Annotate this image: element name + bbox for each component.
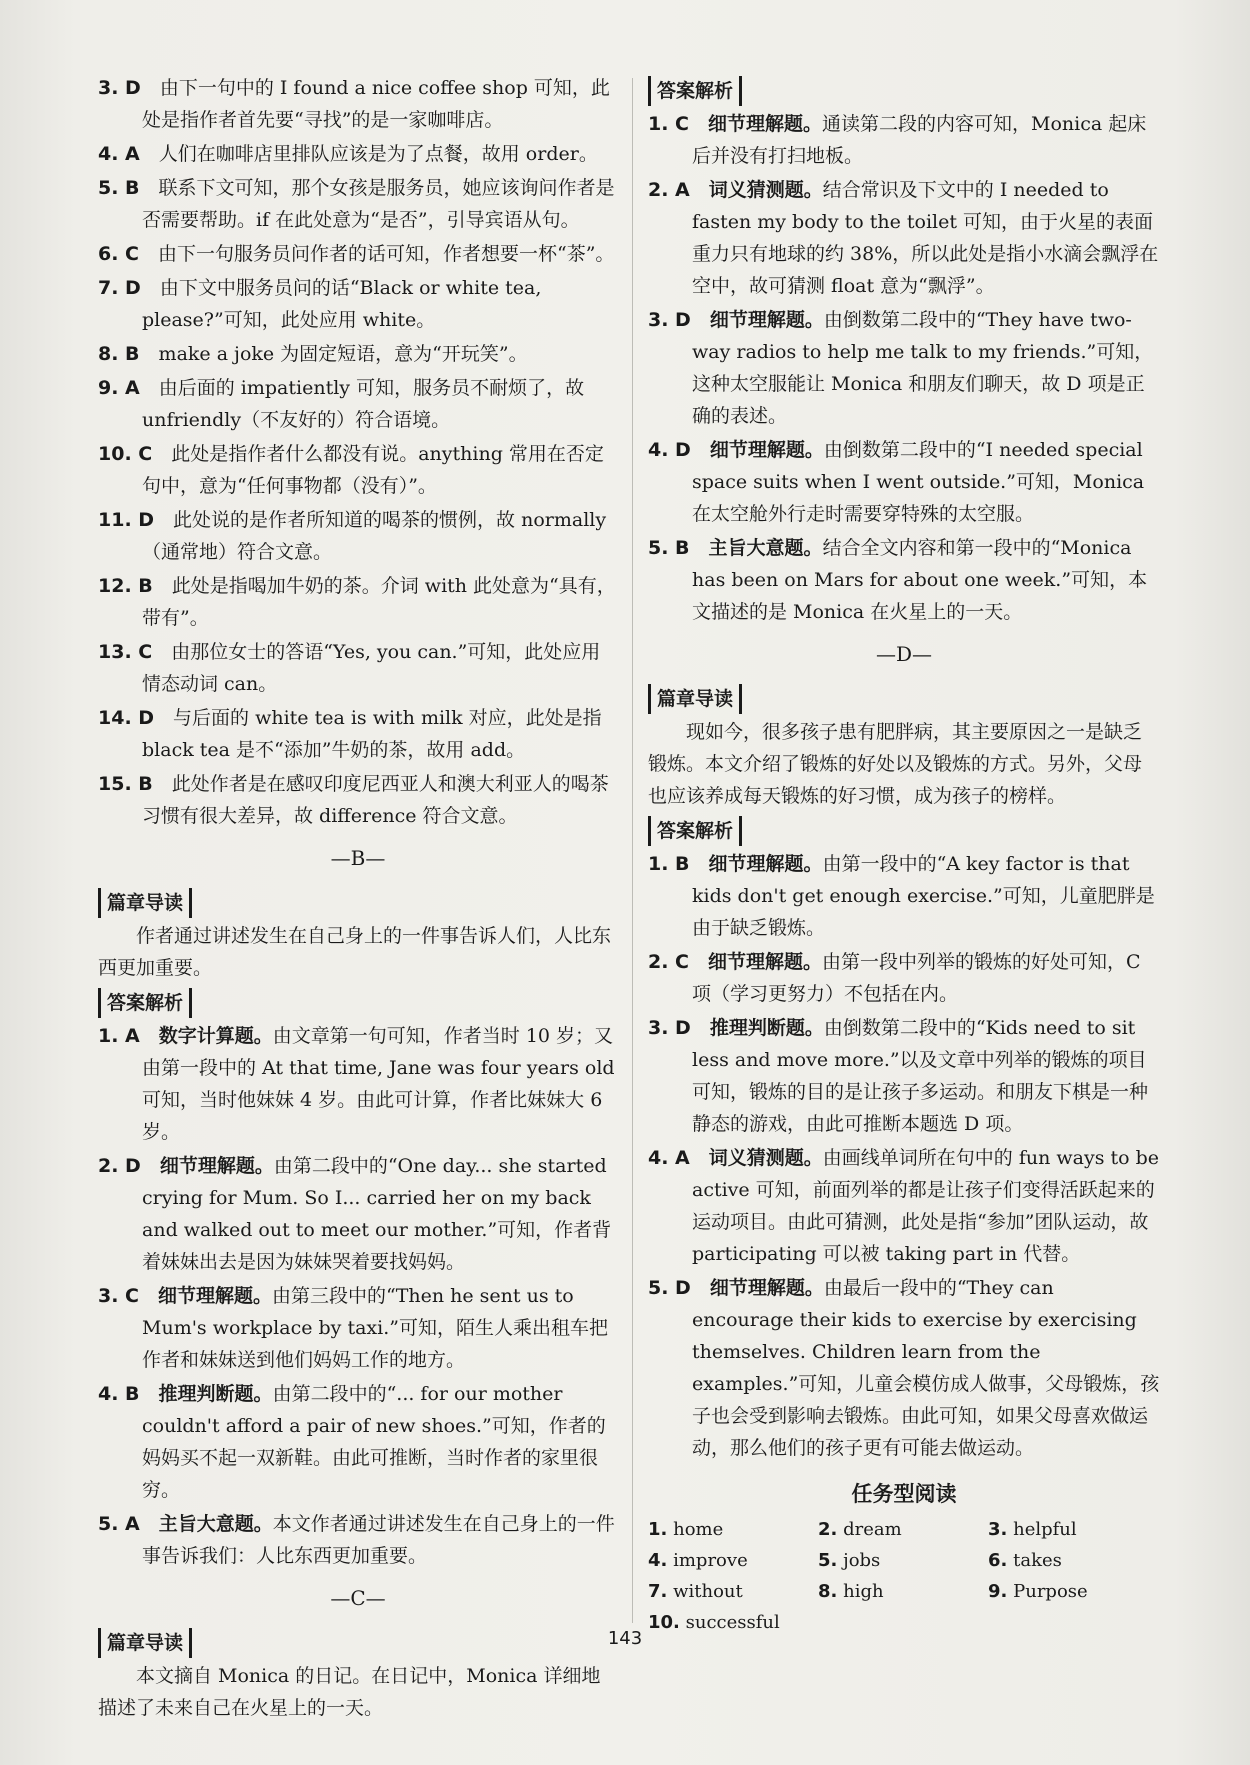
task-answer (648, 1545, 818, 1576)
answer-explanation: 由下一句服务员问作者的话可知，作者想要一杯“茶”。 (158, 243, 615, 265)
question-type: 数字计算题。 (158, 1025, 273, 1047)
answer-explanation: 由最后一段中的“They can encourage their kids to exercise by exercising themselves. Children learn from the examples.”可知，儿童会模仿成人做事，父母锻炼，孩子也会受到影响去锻炼。由此可知，如果父母喜欢做运动，那么他们的孩子更有可能去做运动。 (692, 1277, 1160, 1459)
guide-label-c: 篇章导读 (98, 1628, 192, 1658)
question-type: 细节理解题。 (709, 439, 824, 461)
answer-number: 3. D (648, 1017, 691, 1039)
section-d-heading: —D— (875, 642, 933, 666)
answer-explanation: 由下一句中的 I found a nice coffee shop 可知，此处是指作者首先要“寻找”的是一家咖啡店。 (142, 77, 610, 131)
task-answer-number: 9. (988, 1581, 1008, 1602)
question-type: 细节理解题。 (709, 309, 824, 331)
answer-explanation: 由那位女士的答语“Yes, you can.”可知，此处应用情态动词 can。 (142, 641, 601, 695)
answer-item (648, 848, 1160, 944)
section-c-heading: —C— (330, 1586, 386, 1610)
task-answer-word: improve (673, 1550, 748, 1571)
task-answer-word: takes (1013, 1550, 1062, 1571)
answer-list-a (98, 72, 618, 832)
answer-explanation: make a joke 为固定短语，意为“开玩笑”。 (158, 343, 528, 365)
task-answer-grid (648, 1514, 1160, 1638)
answer-explanation: 结合全文内容和第一段中的“Monica has been on Mars for about one week.”可知，本文描述的是 Monica 在火星上的一天。 (692, 537, 1148, 623)
answer-item (98, 272, 618, 336)
answer-item (648, 1272, 1160, 1464)
task-answer-number: 10. (648, 1612, 680, 1633)
task-answer (818, 1545, 988, 1576)
question-type: 细节理解题。 (708, 951, 823, 973)
answer-explanation: 此处说的是作者所知道的喝茶的惯例，故 normally（通常地）符合文意。 (142, 509, 607, 563)
answer-number: 5. A (98, 1513, 140, 1535)
task-answer-number: 6. (988, 1550, 1008, 1571)
answer-item (98, 702, 618, 766)
page-number: 143 (607, 1628, 643, 1649)
answer-explanation: 由第一段中的“A key factor is that kids don't get enough exercise.”可知，儿童肥胖是由于缺乏锻炼。 (692, 853, 1155, 939)
answer-number: 11. D (98, 509, 155, 531)
answer-item (648, 108, 1160, 172)
answer-item (648, 1012, 1160, 1140)
question-type: 推理判断题。 (158, 1383, 273, 1405)
task-answer-word: dream (843, 1519, 902, 1540)
task-answer-number: 5. (818, 1550, 838, 1571)
answer-number: 2. D (98, 1155, 141, 1177)
answer-explanation: 本文作者通过讲述发生在自己身上的一件事告诉我们：人比东西更加重要。 (142, 1513, 615, 1567)
task-answer-word: helpful (1013, 1519, 1077, 1540)
question-type: 细节理解题。 (709, 1277, 824, 1299)
answer-item (98, 1020, 618, 1148)
task-answer-word: high (843, 1581, 884, 1602)
answer-number: 3. D (98, 77, 141, 99)
answer-label-b: 答案解析 (98, 988, 192, 1018)
answer-item (98, 438, 618, 502)
answer-number: 3. D (648, 309, 691, 331)
answer-number: 3. C (98, 1285, 139, 1307)
answer-label-c: 答案解析 (648, 76, 742, 106)
column-divider (632, 78, 633, 1623)
left-column (98, 72, 618, 1724)
task-answer-word: successful (685, 1612, 780, 1633)
answer-explanation: 由下文中服务员问的话“Black or white tea, please?”可知，此处应用 white。 (142, 277, 542, 331)
answer-number: 2. A (648, 179, 690, 201)
task-answer-number: 7. (648, 1581, 668, 1602)
question-type: 细节理解题。 (158, 1285, 273, 1307)
answer-label-d: 答案解析 (648, 816, 742, 846)
answer-item (648, 174, 1160, 302)
answer-item (98, 504, 618, 568)
answer-list-d (648, 848, 1160, 1464)
answer-number: 6. C (98, 243, 139, 265)
answer-list-b (98, 1020, 618, 1572)
task-answer-number: 4. (648, 1550, 668, 1571)
answer-explanation: 由第二段中的“... for our mother couldn't afford a pair of new shoes.”可知，作者的妈妈买不起一双新鞋。由此可推断，当时作者的家里很穷。 (142, 1383, 606, 1501)
task-answer (988, 1576, 1158, 1607)
task-answer-word: without (673, 1581, 743, 1602)
answer-item (648, 304, 1160, 432)
guide-text-b: 作者通过讲述发生在自己身上的一件事告诉人们，人比东西更加重要。 (98, 925, 612, 979)
answer-item (98, 768, 618, 832)
answer-number: 1. B (648, 853, 690, 875)
answer-item (98, 172, 618, 236)
answer-item (98, 636, 618, 700)
answer-number: 9. A (98, 377, 140, 399)
answer-explanation: 结合常识及下文中的 I needed to fasten my body to the toilet 可知，由于火星的表面重力只有地球的约 38%，所以此处是指小水滴会飘浮在空中，故可猜测 float 意为“飘浮”。 (692, 179, 1159, 297)
question-type: 主旨大意题。 (158, 1513, 273, 1535)
answer-item (648, 946, 1160, 1010)
answer-explanation: 人们在咖啡店里排队应该是为了点餐，故用 order。 (158, 143, 598, 165)
guide-label-d: 篇章导读 (648, 684, 742, 714)
answer-explanation: 此处是指作者什么都没有说。anything 常用在否定句中，意为“任何事物都（没有）”。 (142, 443, 604, 497)
task-answer (988, 1545, 1158, 1576)
answer-explanation: 此处作者是在感叹印度尼西亚人和澳大利亚人的喝茶习惯有很大差异，故 difference 符合文意。 (142, 773, 609, 827)
answer-explanation: 由第二段中的“One day... she started crying for Mum. So I... carried her on my back and walked out to meet our mother.”可知，作者背着妹妹出去是因为妹妹哭着要找妈妈。 (142, 1155, 612, 1273)
answer-number: 4. A (98, 143, 140, 165)
answer-number: 1. A (98, 1025, 140, 1047)
task-answer-number: 2. (818, 1519, 838, 1540)
section-b-heading: —B— (330, 846, 386, 870)
answer-number: 4. A (648, 1147, 690, 1169)
answer-number: 14. D (98, 707, 155, 729)
guide-text-c: 本文摘自 Monica 的日记。在日记中，Monica 详细地描述了未来自己在火星上的一天。 (98, 1665, 601, 1719)
question-type: 词义猜测题。 (708, 1147, 823, 1169)
answer-explanation: 由画线单词所在句中的 fun ways to be active 可知，前面列举的都是让孩子们变得活跃起来的运动项目。由此可猜测，此处是指“参加”团队运动，故 participating 可以被 taking part in 代替。 (692, 1147, 1160, 1265)
answer-explanation: 与后面的 white tea is with milk 对应，此处是指 black tea 是不“添加”牛奶的茶，故用 add。 (142, 707, 602, 761)
answer-item (98, 72, 618, 136)
guide-label-b: 篇章导读 (98, 888, 192, 918)
task-answer-word: Purpose (1013, 1581, 1088, 1602)
task-answer-number: 3. (988, 1519, 1008, 1540)
answer-explanation: 由第三段中的“Then he sent us to Mum's workplace by taxi.”可知，陌生人乘出租车把作者和妹妹送到他们妈妈工作的地方。 (142, 1285, 608, 1371)
answer-explanation: 由后面的 impatiently 可知，服务员不耐烦了，故 unfriendly（不友好的）符合语境。 (142, 377, 585, 431)
answer-explanation: 联系下文可知，那个女孩是服务员，她应该询问作者是否需要帮助。if 在此处意为“是否”，引导宾语从句。 (142, 177, 615, 231)
answer-number: 12. B (98, 575, 153, 597)
question-type: 细节理解题。 (159, 1155, 274, 1177)
task-answer (818, 1514, 988, 1545)
guide-text-d: 现如今，很多孩子患有肥胖病，其主要原因之一是缺乏锻炼。本文介绍了锻炼的好处以及锻炼的方式。另外，父母也应该养成每天锻炼的好习惯，成为孩子的榜样。 (648, 721, 1143, 807)
answer-item (648, 532, 1160, 628)
answer-explanation: 此处是指喝加牛奶的茶。介词 with 此处意为“具有，带有”。 (142, 575, 616, 629)
answer-number: 7. D (98, 277, 141, 299)
answer-item (98, 372, 618, 436)
answer-item (98, 1378, 618, 1506)
answer-number: 1. C (648, 113, 689, 135)
answer-item (98, 570, 618, 634)
task-answer-number: 8. (818, 1581, 838, 1602)
answer-number: 10. C (98, 443, 153, 465)
task-answer (648, 1576, 818, 1607)
answer-list-c (648, 108, 1160, 628)
answer-number: 2. C (648, 951, 689, 973)
answer-explanation: 由倒数第二段中的“They have two-way radios to help me talk to my friends.”可知，这种太空服能让 Monica 和朋友们聊天，故 D 项是正确的表述。 (692, 309, 1154, 427)
question-type: 词义猜测题。 (708, 179, 823, 201)
answer-item (98, 138, 618, 170)
answer-explanation: 由第一段中列举的锻炼的好处可知，C 项（学习更努力）不包括在内。 (692, 951, 1141, 1005)
answer-number: 8. B (98, 343, 140, 365)
answer-item (98, 1280, 618, 1376)
answer-item (98, 1508, 618, 1572)
question-type: 主旨大意题。 (708, 537, 823, 559)
task-reading-title: 任务型阅读 (851, 1482, 957, 1506)
answer-number: 5. B (98, 177, 140, 199)
task-answer-word: home (673, 1519, 724, 1540)
answer-item (648, 1142, 1160, 1270)
task-answer (648, 1514, 818, 1545)
answer-item (98, 1150, 618, 1278)
task-answer (818, 1576, 988, 1607)
question-type: 推理判断题。 (709, 1017, 824, 1039)
answer-item (648, 434, 1160, 530)
answer-item (98, 338, 618, 370)
answer-number: 13. C (98, 641, 153, 663)
task-answer-word: jobs (843, 1550, 881, 1571)
answer-explanation: 由倒数第二段中的“I needed special space suits when I went outside.”可知，Monica 在太空舱外行走时需要穿特殊的太空服。 (692, 439, 1145, 525)
answer-explanation: 由文章第一句可知，作者当时 10 岁；又由第一段中的 At that time, Jane was four years old 可知，当时他妹妹 4 岁。由此可计算，作者比妹妹大 6 岁。 (142, 1025, 615, 1143)
right-column (648, 72, 1160, 1638)
task-answer-number: 1. (648, 1519, 668, 1540)
question-type: 细节理解题。 (708, 853, 823, 875)
answer-number: 5. D (648, 1277, 691, 1299)
task-answer (988, 1514, 1158, 1545)
question-type: 细节理解题。 (708, 113, 823, 135)
answer-explanation: 通读第二段的内容可知，Monica 起床后并没有打扫地板。 (692, 113, 1147, 167)
answer-item (98, 238, 618, 270)
answer-number: 15. B (98, 773, 153, 795)
answer-number: 4. B (98, 1383, 140, 1405)
answer-explanation: 由倒数第二段中的“Kids need to sit less and move more.”以及文章中列举的锻炼的项目可知，锻炼的目的是让孩子多运动。和朋友下棋是一种静态的游戏，由此可推断本题选 D 项。 (692, 1017, 1149, 1135)
answer-number: 4. D (648, 439, 691, 461)
answer-number: 5. B (648, 537, 690, 559)
